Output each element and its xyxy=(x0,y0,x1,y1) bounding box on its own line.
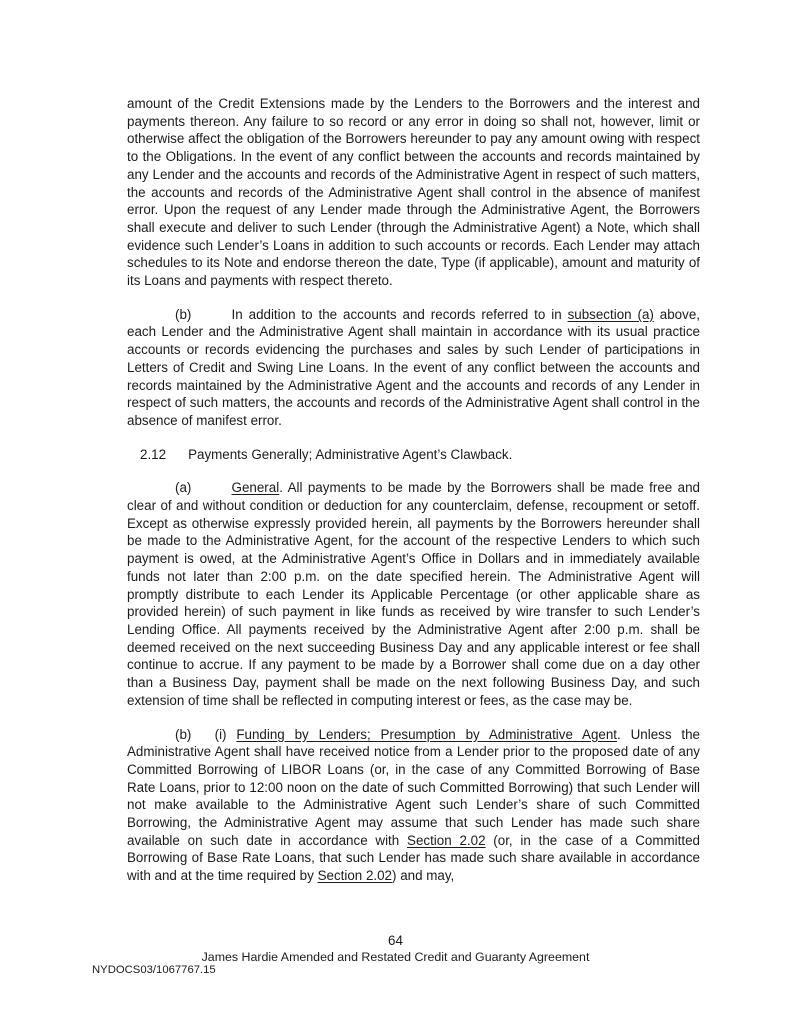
underlined-text: Section 2.02 xyxy=(407,832,486,848)
underlined-text: subsection (a) xyxy=(567,306,654,322)
paragraph xyxy=(127,95,700,290)
paragraph xyxy=(127,726,700,885)
document-body xyxy=(127,95,700,901)
text-run: 2.12 xyxy=(140,446,167,462)
paragraph xyxy=(127,306,700,430)
section-heading xyxy=(140,446,700,464)
underlined-text: Section 2.02 xyxy=(317,868,393,884)
text-run: amount of the Credit Extensions made by the Lenders to the Borrowers and the interest and payments thereon. Any failure to so record or any error in doing so shall not, however, limit or otherwise affect the obligation of the Borrowers hereunder to pay any amount owing with respect to the Obligations. In the event of any conflict between the accounts and records maintained by any Lender and the accounts and records of the Administrative Agent in respect of such matters, the accounts and records of the Administrative Agent shall control in the absence of manifest error. Upon the request of any Lender made through the Administrative Agent, the Borrowers shall execute and deliver to such Lender (through the Administrative Agent) a Note, which shall evidence such Lender’s Loans in addition to such accounts or records. Each Lender may attach schedules to its Note and endorse thereon the date, Type (if applicable), amount and maturity of its Loans and payments with respect thereto. xyxy=(127,96,700,289)
doc-reference-number: NYDOCS03/1067767.15 xyxy=(92,964,216,976)
text-run: Payments Generally; Administrative Agent’s Clawback. xyxy=(188,446,513,462)
footer-doc-title: James Hardie Amended and Restated Credit and Guaranty Agreement xyxy=(201,950,590,964)
text-run: . Unless the Administrative Agent shall have received notice from a Lender prior to the proposed date of any Committed Borrowing of LIBOR Loans (or, in the case of any Committed Borrowing of Base Rate Loans, prior to 12:00 noon on the date of such Committed Borrowing) that such Lender will not make available to the Administrative Agent such Lender’s share of such Committed Borrowing, the Administrative Agent may assume that such Lender has made such share available on such date in accordance with xyxy=(127,726,700,848)
text-run: above, each Lender and the Administrative Agent shall maintain in accordance with its usual practice accounts or records evidencing the purchases and sales by such Lender of participations in Letters of Credit and Swing Line Loans. In the event of any conflict between the accounts and records maintained by the Administrative Agent and the accounts and records of any Lender in respect of such matters, the accounts and records of the Administrative Agent shall control in the absence of manifest error. xyxy=(127,306,700,428)
underlined-text: Funding by Lenders; Presumption by Administrative Agent xyxy=(236,726,618,742)
text-run: (a) xyxy=(175,480,232,496)
page-number: 64 xyxy=(388,933,403,948)
text-run: (b) (i) xyxy=(175,726,237,742)
text-run: ) and may, xyxy=(392,868,455,884)
text-run: (b) In addition to the accounts and records referred to in xyxy=(175,306,568,322)
text-run: . All payments to be made by the Borrowers shall be made free and clear of and without condition or deduction for any counterclaim, defense, recoupment or setoff. Except as otherwise expressly provided herein, all payments by the Borrowers hereunder shall be made to the Administrative Agent, for the account of the respective Lenders to which such payment is owed, at the Administrative Agent’s Office in Dollars and in immediately available funds not later than 2:00 p.m. on the date specified herein. The Administrative Agent will promptly distribute to each Lender its Applicable Percentage (or other applicable share as provided herein) of such payment in like funds as received by wire transfer to such Lender’s Lending Office. All payments received by the Administrative Agent after 2:00 p.m. shall be deemed received on the next succeeding Business Day and any applicable interest or fee shall continue to accrue. If any payment to be made by a Borrower shall come due on a day other than a Business Day, payment shall be made on the next following Business Day, and such extension of time shall be reflected in computing interest or fees, as the case may be. xyxy=(127,480,700,708)
paragraph xyxy=(127,479,700,709)
text-run: (or, in the case of a Committed Borrowing of Base Rate Loans, that such Lender has made such share available in accordance with and at the time required by xyxy=(127,832,700,884)
underlined-text: General xyxy=(231,480,280,496)
